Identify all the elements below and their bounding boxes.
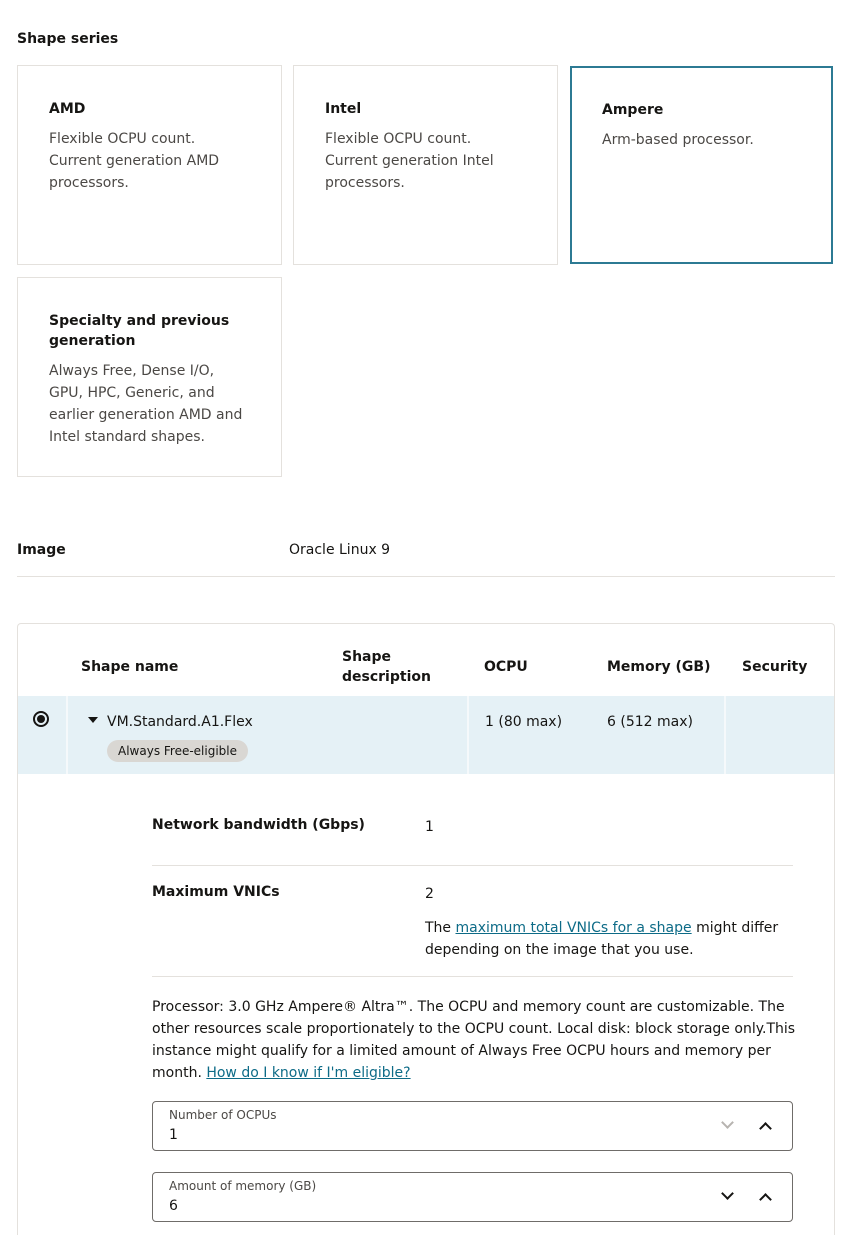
memory-input[interactable] <box>169 1196 689 1216</box>
eligibility-link[interactable]: How do I know if I'm eligible? <box>206 1065 411 1081</box>
memory-cell: 6 (512 max) <box>607 714 693 730</box>
divider <box>152 976 793 977</box>
bandwidth-label: Network bandwidth (Gbps) <box>152 817 365 833</box>
card-description: Arm-based processor. <box>602 132 754 148</box>
shape-card-specialty[interactable] <box>17 277 282 477</box>
vnics-label: Maximum VNICs <box>152 884 280 900</box>
shape-name-cell: VM.Standard.A1.Flex <box>107 714 253 730</box>
always-free-badge: Always Free-eligible <box>107 740 248 762</box>
card-title: AMD <box>49 101 86 117</box>
image-value: Oracle Linux 9 <box>289 542 391 558</box>
ocpu-input[interactable] <box>169 1125 689 1145</box>
decrement-chevron-down-icon[interactable] <box>721 1116 734 1129</box>
vnics-value: 2 <box>425 886 434 902</box>
shape-card-ampere[interactable] <box>570 66 833 264</box>
memory-amount-field[interactable] <box>152 1172 793 1222</box>
image-label: Image <box>17 542 66 558</box>
card-title: Intel <box>325 101 362 117</box>
bandwidth-value: 1 <box>425 819 434 835</box>
card-title: Ampere <box>602 102 664 118</box>
shape-series-title: Shape series <box>17 31 119 47</box>
ocpu-field-label: Number of OCPUs <box>169 1108 277 1122</box>
caret-down-icon[interactable] <box>88 717 98 723</box>
table-row[interactable] <box>18 696 835 774</box>
note-text: might differ depending on the image that you use. <box>425 920 779 958</box>
processor-description <box>152 996 797 1084</box>
header-security[interactable]: Security <box>742 659 808 675</box>
vnics-note <box>425 917 795 961</box>
header-shape-description[interactable]: Shape description <box>342 649 431 685</box>
image-row <box>17 540 835 577</box>
note-text: The <box>425 920 456 936</box>
max-vnics-link[interactable]: maximum total VNICs for a shape <box>455 920 692 936</box>
card-description: Flexible OCPU count. Current generation AMD processors. <box>49 131 220 191</box>
row-radio-button[interactable] <box>33 711 49 727</box>
shape-card-amd[interactable] <box>17 65 282 265</box>
shape-card-intel[interactable] <box>293 65 558 265</box>
divider <box>152 865 793 866</box>
ocpu-count-field[interactable] <box>152 1101 793 1151</box>
increment-chevron-up-icon[interactable] <box>759 1193 772 1206</box>
ocpu-cell: 1 (80 max) <box>485 714 563 730</box>
card-description: Flexible OCPU count. Current generation Intel processors. <box>325 131 494 191</box>
memory-field-label: Amount of memory (GB) <box>169 1179 317 1193</box>
card-description: Always Free, Dense I/O, GPU, HPC, Generic, and earlier generation AMD and Intel standard shapes. <box>49 363 243 445</box>
card-title: Specialty and previous generation <box>49 313 230 349</box>
shape-table <box>17 623 835 1235</box>
header-shape-name[interactable]: Shape name <box>81 659 179 675</box>
processor-text: Processor: 3.0 GHz Ampere® Altra™. The OCPU and memory count are customizable. The other resources scale proportionately to the OCPU count. Local disk: block storage only.This instance might qualify for a limited amount of Always Free OCPU hours and memory per month. <box>152 999 796 1081</box>
header-ocpu[interactable]: OCPU <box>484 659 528 675</box>
header-memory[interactable]: Memory (GB) <box>607 659 711 675</box>
increment-chevron-up-icon[interactable] <box>759 1122 772 1135</box>
decrement-chevron-down-icon[interactable] <box>721 1187 734 1200</box>
